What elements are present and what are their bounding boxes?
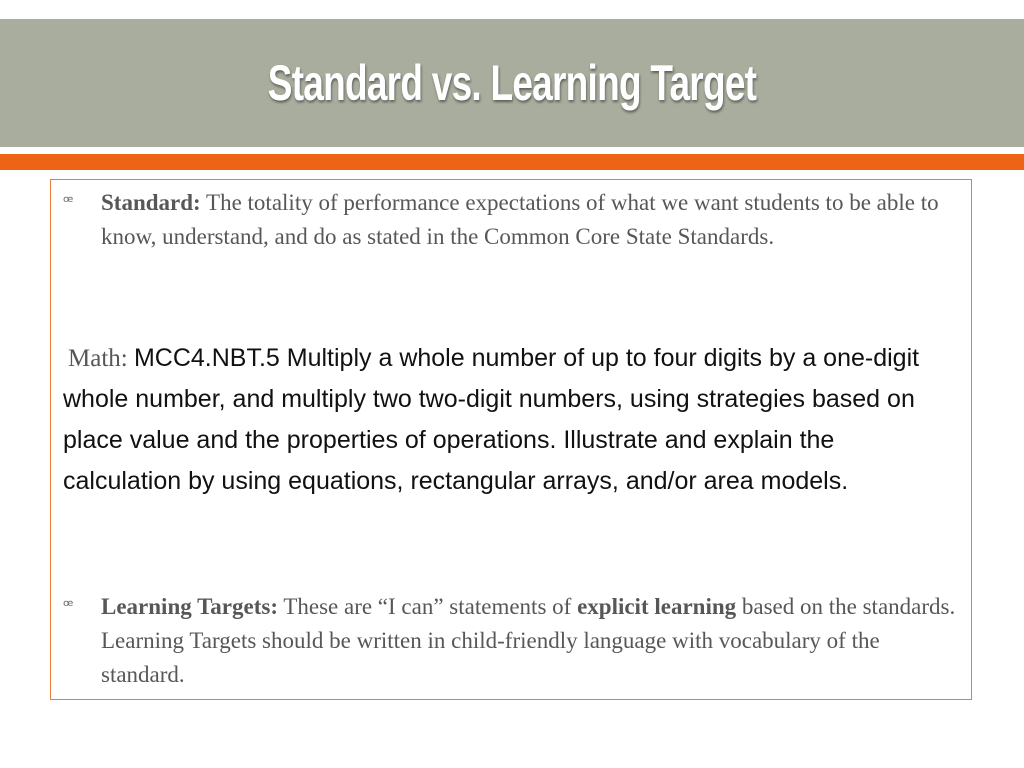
bullet-learning-targets-body-2: based on the standards. Learning Targets should be written in child-friendly language with vocabulary of the standard. xyxy=(101,594,956,687)
bullet-learning-targets xyxy=(63,590,958,692)
math-label: Math: xyxy=(68,345,134,372)
scroll-bullet-icon: ꟹ xyxy=(63,194,74,211)
bullet-standard-text xyxy=(101,186,958,254)
math-standard-text: MCC4.NBT.5 Multiply a whole number of up to four digits by a one-digit whole number, and multiply two two-digit numbers, using strategies based on place value and the properties of operations. Illustrate and explain the calculation by using equations, rectangular arrays, and/or area models. xyxy=(63,344,920,495)
bullet-standard-body: The totality of performance expectations of what we want students to be able to know, understand, and do as stated in the Common Core State Standards. xyxy=(101,190,939,249)
accent-bar xyxy=(0,154,1024,170)
bullet-standard xyxy=(63,186,958,254)
content-box xyxy=(50,179,972,700)
math-standard xyxy=(63,338,958,502)
bullet-learning-targets-text xyxy=(101,590,958,692)
bullet-standard-term: Standard: xyxy=(101,190,201,215)
bullet-learning-targets-body-1: These are “I can” statements of xyxy=(277,594,578,619)
scroll-bullet-icon: ꟹ xyxy=(63,598,74,615)
bullet-learning-targets-emphasis: explicit learning xyxy=(577,594,737,619)
bullet-learning-targets-term: Learning Targets: xyxy=(101,594,278,619)
slide-title: Standard vs. Learning Target xyxy=(267,55,757,111)
